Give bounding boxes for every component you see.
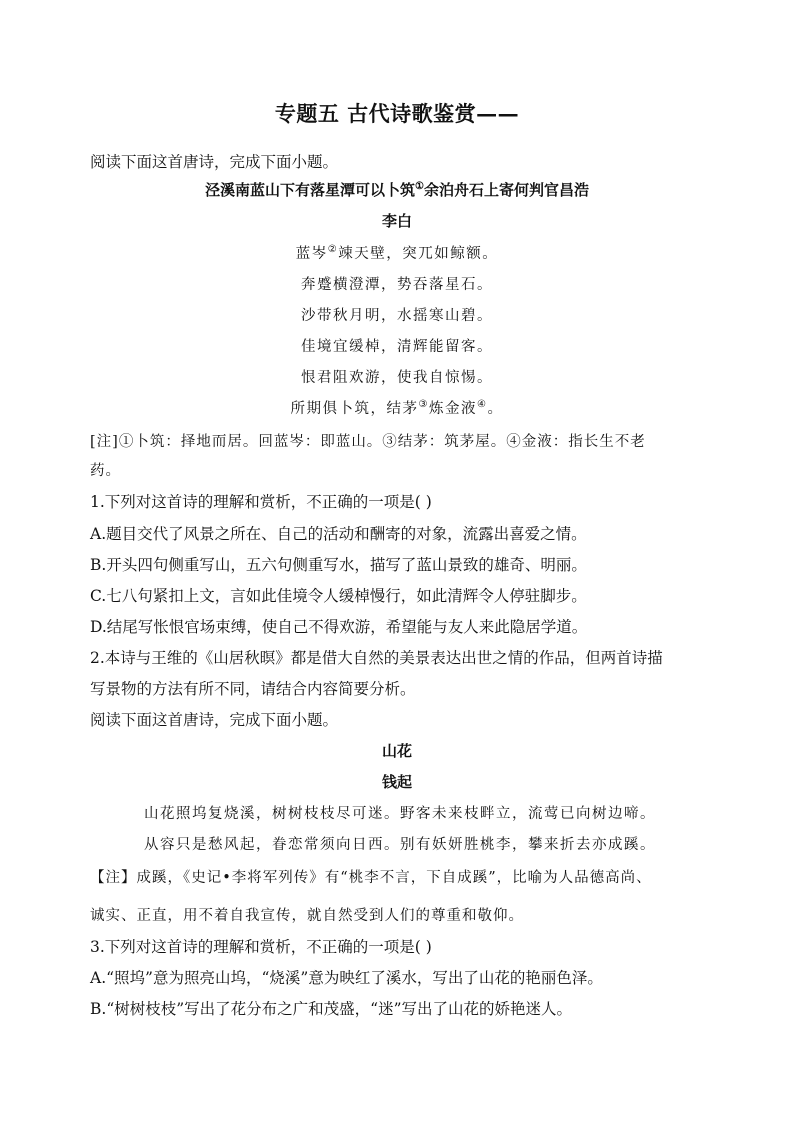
question-1-option-a: A.题目交代了风景之所在、自己的活动和酬寄的对象，流露出喜爱之情。 — [90, 525, 587, 543]
poem1-line6-note-mark-2: ④ — [477, 399, 488, 411]
poem1-line-6 — [0, 397, 794, 418]
question-3-option-b: B.“树树枝枝”写出了花分布之广和茂盛，“迷”写出了山花的娇艳迷人。 — [90, 1000, 573, 1018]
question-1: 1.下列对这首诗的理解和赏析，不正确的一项是( ) — [90, 493, 432, 511]
question-2-line-1: 2.本诗与王维的《山居秋暝》都是借大自然的美景表达出世之情的作品，但两首诗描 — [90, 649, 663, 667]
poem1-line1-part2: 竦天壁，突兀如鲸额。 — [338, 246, 499, 262]
section2-intro: 阅读下面这首唐诗，完成下面小题。 — [90, 711, 339, 729]
poem1-note-line-2: 药。 — [90, 463, 121, 479]
poem2-note-line-2: 诚实、正直，用不着自我宣传，就自然受到人们的尊重和敬仰。 — [90, 908, 524, 924]
question-3-option-a: A.“照坞”意为照亮山坞，“烧溪”意为映红了溪水，写出了山花的艳丽色泽。 — [90, 969, 603, 987]
page-title: 专题五 古代诗歌鉴赏—— — [274, 101, 520, 126]
poem1-title-part2: 余泊舟石上寄何判官昌浩 — [423, 181, 589, 199]
poem1-note-line-1: [注]①卜筑：择地而居。回蓝岑：即蓝山。③结茅：筑茅屋。④金液：指长生不老 — [90, 434, 646, 450]
poem1-line-4: 佳境宜缓棹，清辉能留客。 — [301, 339, 493, 355]
question-1-option-c: C.七八句紧扣上文，言如此佳境令人缓棹慢行，如此清辉令人停驻脚步。 — [90, 587, 587, 605]
poem1-title — [0, 179, 794, 200]
poem2-title: 山花 — [381, 742, 412, 760]
poem1-line-2: 奔蹙横澄潭，势吞落星石。 — [301, 277, 493, 293]
poem1-line-5: 恨君阻欢游，使我自惊惕。 — [301, 370, 493, 386]
poem2-author: 钱起 — [381, 773, 412, 791]
poem1-line-1 — [0, 242, 794, 263]
poem1-line1-note-mark: ② — [327, 244, 339, 256]
section1-intro: 阅读下面这首唐诗，完成下面小题。 — [90, 153, 339, 171]
poem2-line-1: 山花照坞复烧溪，树树枝枝尽可迷。野客未来枝畔立，流莺已向树边啼。 — [144, 806, 656, 822]
poem1-title-part1: 泾溪南蓝山下有落星潭可以卜筑 — [205, 181, 416, 199]
poem1-author: 李白 — [381, 212, 412, 230]
poem1-line1-part1: 蓝岑 — [295, 246, 328, 262]
poem1-title-note-mark: ① — [415, 181, 424, 192]
question-2-line-2: 写景物的方法有所不同，请结合内容简要分析。 — [90, 680, 416, 698]
poem1-line-3: 沙带秋月明，水摇寒山碧。 — [301, 308, 493, 324]
poem1-line6-part1: 所期俱卜筑，结茅 — [290, 401, 419, 417]
question-3: 3.下列对这首诗的理解和赏析，不正确的一项是( ) — [90, 938, 432, 956]
poem1-line6-part3: 。 — [487, 401, 504, 417]
poem2-note-line-1: 【注】成蹊，《史记•李将军列传》有“桃李不言，下自成蹊”，比喻为人品德高尚、 — [90, 870, 652, 886]
question-1-option-b: B.开头四句侧重写山，五六句侧重写水，描写了蓝山景致的雄奇、明丽。 — [90, 556, 587, 574]
poem1-line6-part2: 炼金液 — [429, 401, 477, 417]
poem2-line-2: 从容只是愁风起，眷恋常须向日西。别有妖妍胜桃李，攀来折去亦成蹊。 — [144, 837, 656, 853]
poem1-line6-note-mark-1: ③ — [418, 399, 429, 411]
question-1-option-d: D.结尾写怅恨官场束缚，使自己不得欢游，希望能与友人来此隐居学道。 — [90, 618, 588, 636]
